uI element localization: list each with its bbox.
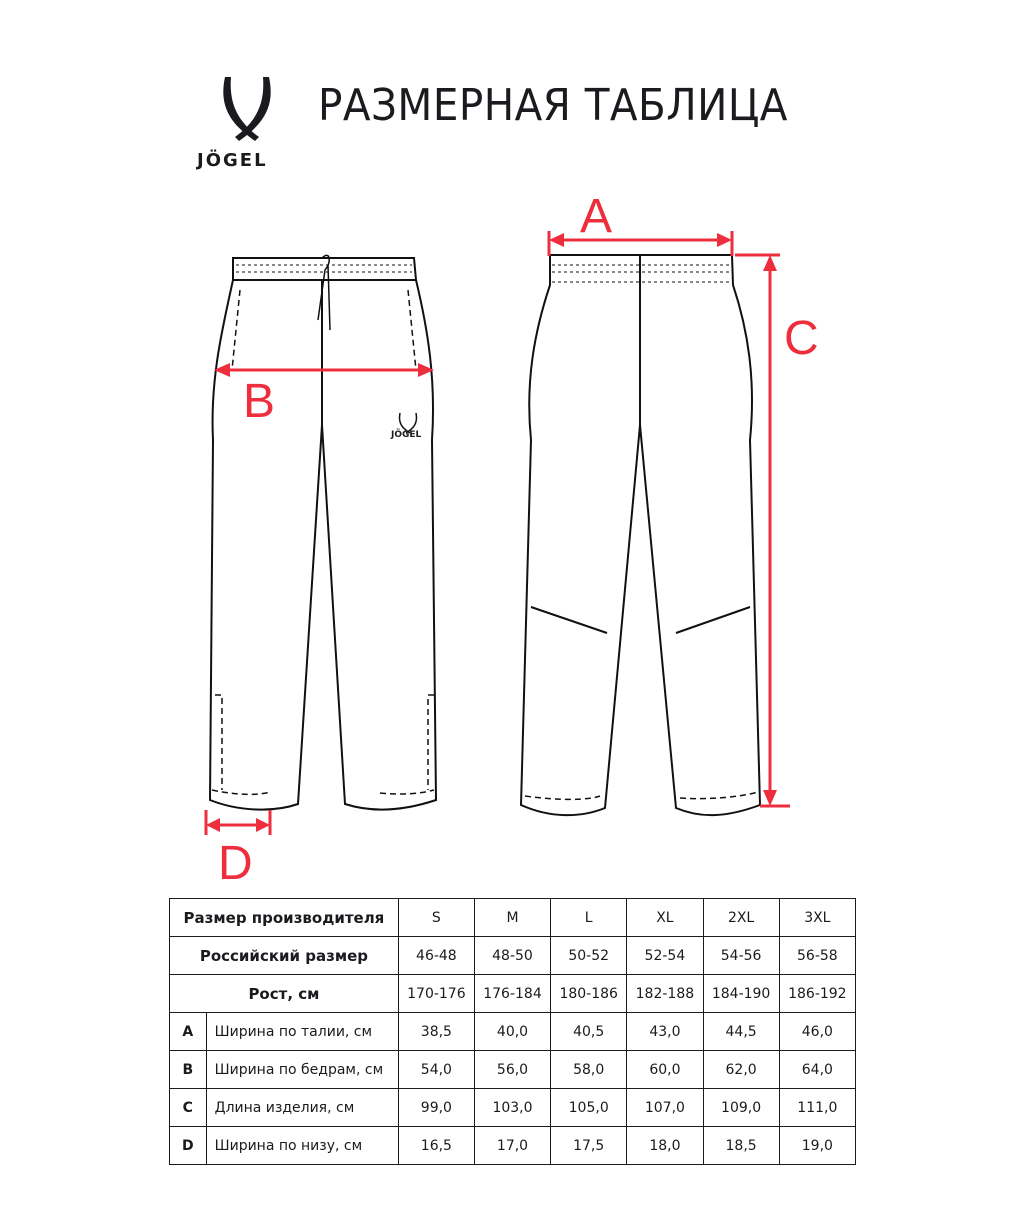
height-label: Рост, см [170, 975, 399, 1013]
size-xl: XL [627, 899, 703, 937]
row-letter: C [170, 1089, 207, 1127]
size-2xl: 2XL [703, 899, 779, 937]
table-cell: 105,0 [551, 1089, 627, 1127]
back-view-pants [521, 255, 760, 815]
table-cell: 43,0 [627, 1013, 703, 1051]
table-cell: 44,5 [703, 1013, 779, 1051]
table-cell: 40,0 [474, 1013, 550, 1051]
table-cell: 99,0 [398, 1089, 474, 1127]
row-label: Ширина по низу, см [206, 1127, 398, 1165]
russian-size-label: Российский размер [170, 937, 399, 975]
table-row-length [170, 1089, 856, 1127]
table-cell: 62,0 [703, 1051, 779, 1089]
row-label: Длина изделия, см [206, 1089, 398, 1127]
table-cell: 60,0 [627, 1051, 703, 1089]
table-cell: 186-192 [779, 975, 855, 1013]
table-cell: 16,5 [398, 1127, 474, 1165]
manufacturer-size-label: Размер производителя [170, 899, 399, 937]
table-cell: 18,5 [703, 1127, 779, 1165]
table-cell: 180-186 [551, 975, 627, 1013]
table-cell: 54-56 [703, 937, 779, 975]
row-label: Ширина по бедрам, см [206, 1051, 398, 1089]
size-m: M [474, 899, 550, 937]
marker-a: A [580, 190, 613, 243]
table-row-russian-size [170, 937, 856, 975]
table-cell: 64,0 [779, 1051, 855, 1089]
table-cell: 50-52 [551, 937, 627, 975]
page-title: РАЗМЕРНАЯ ТАБЛИЦА [318, 80, 788, 131]
table-cell: 182-188 [627, 975, 703, 1013]
table-cell: 40,5 [551, 1013, 627, 1051]
row-letter: B [170, 1051, 207, 1089]
brand-name: JÖGEL [197, 150, 268, 171]
table-row-hips [170, 1051, 856, 1089]
table-cell: 17,5 [551, 1127, 627, 1165]
marker-b: B [243, 375, 276, 428]
table-cell: 184-190 [703, 975, 779, 1013]
table-cell: 176-184 [474, 975, 550, 1013]
table-cell: 18,0 [627, 1127, 703, 1165]
table-cell: 56-58 [779, 937, 855, 975]
size-s: S [398, 899, 474, 937]
table-cell: 38,5 [398, 1013, 474, 1051]
table-cell: 170-176 [398, 975, 474, 1013]
marker-c: C [784, 312, 819, 365]
table-cell: 107,0 [627, 1089, 703, 1127]
table-cell: 58,0 [551, 1051, 627, 1089]
row-letter: A [170, 1013, 207, 1051]
table-cell: 48-50 [474, 937, 550, 975]
table-row-manufacturer-size [170, 899, 856, 937]
size-3xl: 3XL [779, 899, 855, 937]
table-row-hem [170, 1127, 856, 1165]
table-cell: 17,0 [474, 1127, 550, 1165]
table-cell: 56,0 [474, 1051, 550, 1089]
marker-d: D [218, 837, 253, 890]
front-view-brand: JÖGEL [391, 430, 422, 440]
table-cell: 109,0 [703, 1089, 779, 1127]
table-cell: 52-54 [627, 937, 703, 975]
table-cell: 19,0 [779, 1127, 855, 1165]
size-table [169, 898, 856, 1165]
table-cell: 111,0 [779, 1089, 855, 1127]
table-cell: 103,0 [474, 1089, 550, 1127]
table-row-height [170, 975, 856, 1013]
front-view-pants [210, 255, 436, 809]
size-l: L [551, 899, 627, 937]
table-cell: 54,0 [398, 1051, 474, 1089]
row-letter: D [170, 1127, 207, 1165]
row-label: Ширина по талии, см [206, 1013, 398, 1051]
table-cell: 46-48 [398, 937, 474, 975]
table-cell: 46,0 [779, 1013, 855, 1051]
table-row-waist [170, 1013, 856, 1051]
